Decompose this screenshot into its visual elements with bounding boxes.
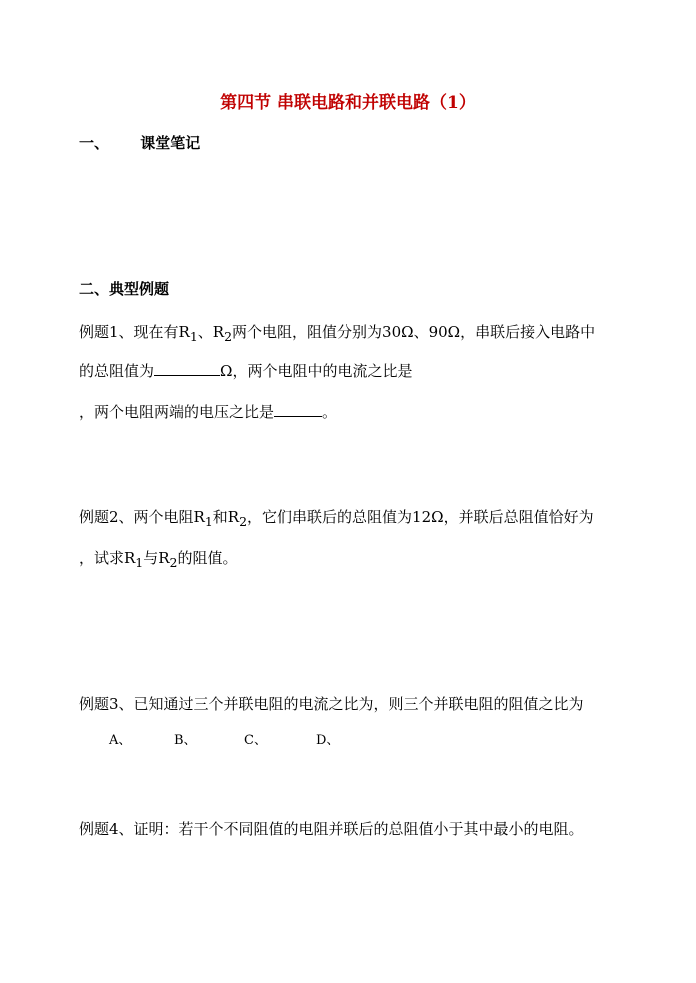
option-c: C、 (244, 733, 267, 748)
example-2-text: 与R (143, 549, 170, 567)
example-1-text: 例题1、现在有R (79, 323, 190, 341)
example-2-text: 例题2、两个电阻R (79, 508, 205, 526)
section-number: 一、 (79, 134, 110, 152)
option-a: A、 (109, 733, 132, 748)
subscript: 1 (204, 514, 213, 529)
page-title: 第四节 串联电路和并联电路（1） (220, 93, 476, 113)
example-1-text: 的总阻值为 (79, 362, 155, 380)
example-4-line-1: 例题4、证明：若干个不同阻值的电阻并联后的总阻值小于其中最小的电阻。 (79, 820, 584, 838)
example-1-line-2 (79, 360, 412, 381)
answer-blank[interactable] (274, 402, 322, 417)
subscript: 2 (169, 555, 178, 570)
section-heading-notes (79, 132, 200, 153)
option-b: B、 (174, 733, 197, 748)
subscript: 1 (135, 555, 144, 570)
section-label: 课堂笔记 (140, 134, 201, 152)
option-d: D、 (316, 733, 340, 748)
example-2-line-2 (79, 547, 238, 570)
subscript: 2 (239, 514, 248, 529)
example-1-text: 、R (197, 323, 225, 341)
section-heading-examples: 二、典型例题 (79, 280, 170, 298)
example-2-text: ，试求R (79, 549, 136, 567)
example-2-text: 和R (212, 508, 240, 526)
example-1-text: 两个电阻，阻值分别为30Ω、90Ω，串联后接入电路中 (232, 323, 596, 341)
example-3-line-1: 例题3、已知通过三个并联电阻的电流之比为，则三个并联电阻的阻值之比为 (79, 695, 584, 713)
example-1-text: 。 (322, 403, 338, 421)
subscript: 2 (224, 329, 233, 344)
example-1-line-1 (79, 321, 595, 344)
example-1-line-3 (79, 401, 337, 422)
subscript: 1 (189, 329, 198, 344)
example-2-text: ，它们串联后的总阻值为12Ω，并联后总阻值恰好为 (247, 508, 594, 526)
example-1-text: ，两个电阻两端的电压之比是 (79, 403, 275, 421)
example-1-text: Ω，两个电阻中的电流之比是 (220, 362, 413, 380)
example-2-text: 的阻值。 (177, 549, 238, 567)
answer-blank[interactable] (154, 361, 220, 376)
example-2-line-1 (79, 506, 594, 529)
